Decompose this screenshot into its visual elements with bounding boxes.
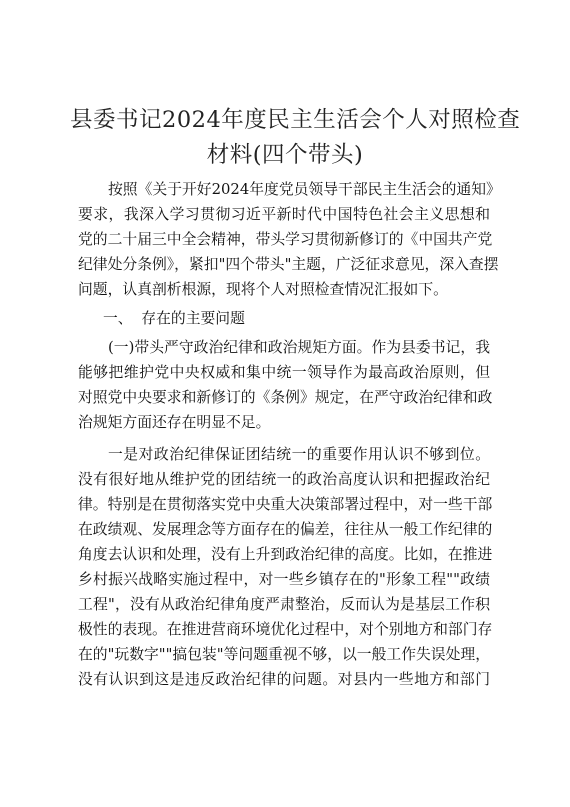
section-heading: 一、 存在的主要问题	[103, 310, 245, 327]
body-line: 在的"玩数字""搞包装"等问题重视不够，以一般工作失误处理，	[78, 646, 490, 663]
body-line: 一是对政治纪律保证团结统一的重要作用认识不够到位。	[108, 446, 490, 463]
body-line: 党的二十届三中全会精神，带头学习贯彻新修订的《中国共产党	[78, 231, 493, 248]
body-line: 乡村振兴战略实施过程中，对一些乡镇存在的"形象工程""政绩	[78, 571, 490, 588]
body-line: 能够把维护党中央权威和集中统一领导作为最高政治原则，但	[78, 364, 490, 381]
body-line: 极性的表现。在推进营商环境优化过程中，对个别地方和部门存	[78, 621, 493, 638]
body-line: 在政绩观、发展理念等方面存在的偏差，往往从一般工作纪律的	[78, 521, 493, 538]
body-line: 工程"，没有从政治纪律角度严肃整治，反而认为是基层工作积	[78, 596, 490, 613]
body-line: 要求，我深入学习贯彻习近平新时代中国特色社会主义思想和	[78, 206, 490, 223]
document-title-line-2: 材料(四个带头)	[206, 142, 364, 168]
body-line: 律。特别是在贯彻落实党中央重大决策部署过程中，对一些干部	[78, 496, 493, 513]
body-line: 治规矩方面还存在明显不足。	[78, 414, 271, 431]
body-line: 没有认识到这是违反政治纪律的问题。对县内一些地方和部门	[78, 671, 490, 688]
body-line: 按照《关于开好2024年度党员领导干部民主生活会的通知》	[108, 181, 501, 198]
body-line: 角度去认识和处理，没有上升到政治纪律的高度。比如，在推进	[78, 546, 493, 563]
body-line: 纪律处分条例》，紧扣"四个带头"主题，广泛征求意见，深入查摆	[78, 256, 499, 273]
body-line: (一)带头严守政治纪律和政治规矩方面。作为县委书记，我	[108, 339, 490, 356]
body-line: 问题，认真剖析根源，现将个人对照检查情况汇报如下。	[78, 281, 448, 298]
body-line: 没有很好地从维护党的团结统一的政治高度认识和把握政治纪	[78, 471, 490, 488]
body-line: 对照党中央要求和新修订的《条例》规定，在严守政治纪律和政	[78, 389, 493, 406]
document-title-line-1: 县委书记2024年度民主生活会个人对照检查	[70, 107, 521, 133]
